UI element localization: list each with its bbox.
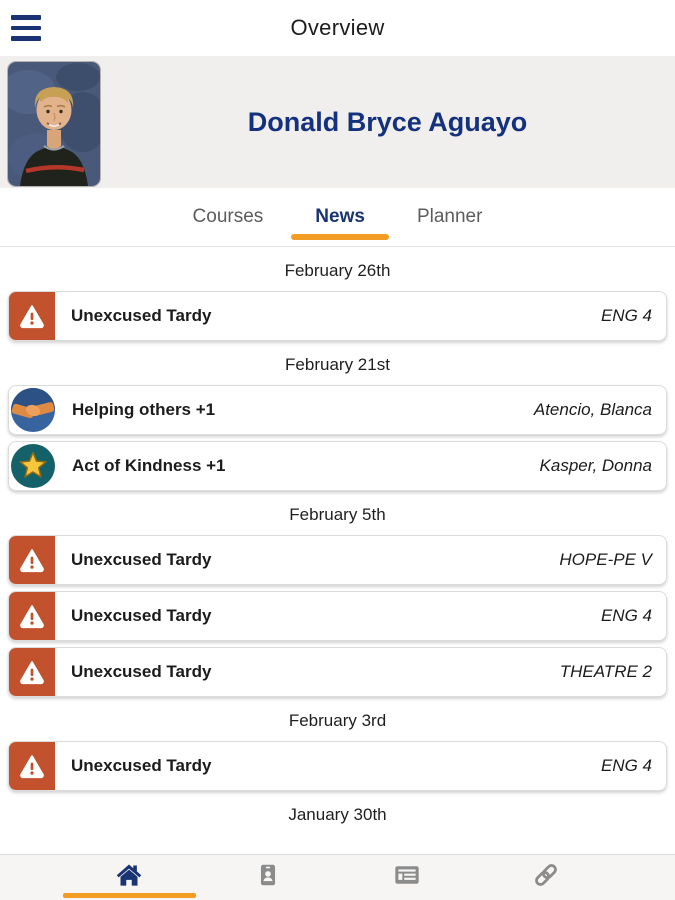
tab-label: News <box>315 206 365 227</box>
nav-item-home[interactable] <box>60 855 199 900</box>
date-header: February 26th <box>284 261 391 280</box>
news-card-title: Unexcused Tardy <box>71 550 212 569</box>
star-icon <box>10 443 56 489</box>
news-card-meta: ENG 4 <box>600 306 652 325</box>
student-photo <box>8 62 100 186</box>
date-header: January 30th <box>288 805 387 824</box>
news-card-meta: Kasper, Donna <box>539 456 652 475</box>
tab-label: Planner <box>416 206 483 227</box>
news-card-title: Unexcused Tardy <box>71 306 212 325</box>
news-feed <box>0 261 675 825</box>
date-header: February 5th <box>289 505 386 524</box>
nav-item-link[interactable] <box>476 855 615 900</box>
news-card-title: Unexcused Tardy <box>71 606 212 625</box>
date-header: February 21st <box>285 355 390 374</box>
news-card[interactable] <box>8 291 667 341</box>
news-card-meta: Atencio, Blanca <box>533 400 652 419</box>
student-name: Donald Bryce Aguayo <box>247 106 528 137</box>
news-card-title: Act of Kindness +1 <box>72 456 226 475</box>
date-header: February 3rd <box>288 711 387 730</box>
news-card-meta: ENG 4 <box>600 606 652 625</box>
news-card[interactable] <box>8 385 667 435</box>
warning-icon <box>9 292 55 340</box>
page-title: Overview <box>290 15 385 40</box>
warning-icon <box>9 742 55 790</box>
hamburger-bar <box>11 15 41 20</box>
warning-icon <box>9 648 55 696</box>
bottom-nav <box>0 854 675 900</box>
hamburger-bar <box>11 36 41 41</box>
tab-label: Courses <box>192 206 264 227</box>
warning-icon <box>9 592 55 640</box>
news-card[interactable] <box>8 741 667 791</box>
active-tab-indicator <box>291 234 389 240</box>
tab-courses[interactable] <box>167 188 290 246</box>
news-card[interactable] <box>8 535 667 585</box>
link-icon <box>531 860 561 895</box>
handshake-icon <box>10 387 56 433</box>
app-bar <box>0 0 675 56</box>
home-icon <box>114 860 144 895</box>
id-card-icon <box>255 860 281 895</box>
news-card-meta: THEATRE 2 <box>559 662 652 681</box>
tab-news[interactable] <box>289 188 391 246</box>
tab-planner[interactable] <box>391 188 509 246</box>
news-card-title: Unexcused Tardy <box>71 756 212 775</box>
news-card[interactable] <box>8 591 667 641</box>
nav-item-newspaper[interactable] <box>338 855 477 900</box>
news-card-meta: ENG 4 <box>600 756 652 775</box>
warning-icon <box>9 536 55 584</box>
student-banner <box>0 56 675 188</box>
active-nav-indicator <box>63 893 196 898</box>
hamburger-bar <box>11 26 41 31</box>
news-card[interactable] <box>8 647 667 697</box>
news-card[interactable] <box>8 441 667 491</box>
tab-bar <box>0 188 675 247</box>
nav-item-id-card[interactable] <box>199 855 338 900</box>
hamburger-icon[interactable] <box>11 15 41 41</box>
student-portrait-illustration <box>8 62 100 186</box>
news-card-title: Helping others +1 <box>72 400 216 419</box>
newspaper-icon <box>391 861 423 894</box>
news-card-title: Unexcused Tardy <box>71 662 212 681</box>
news-card-meta: HOPE-PE V <box>559 550 652 569</box>
